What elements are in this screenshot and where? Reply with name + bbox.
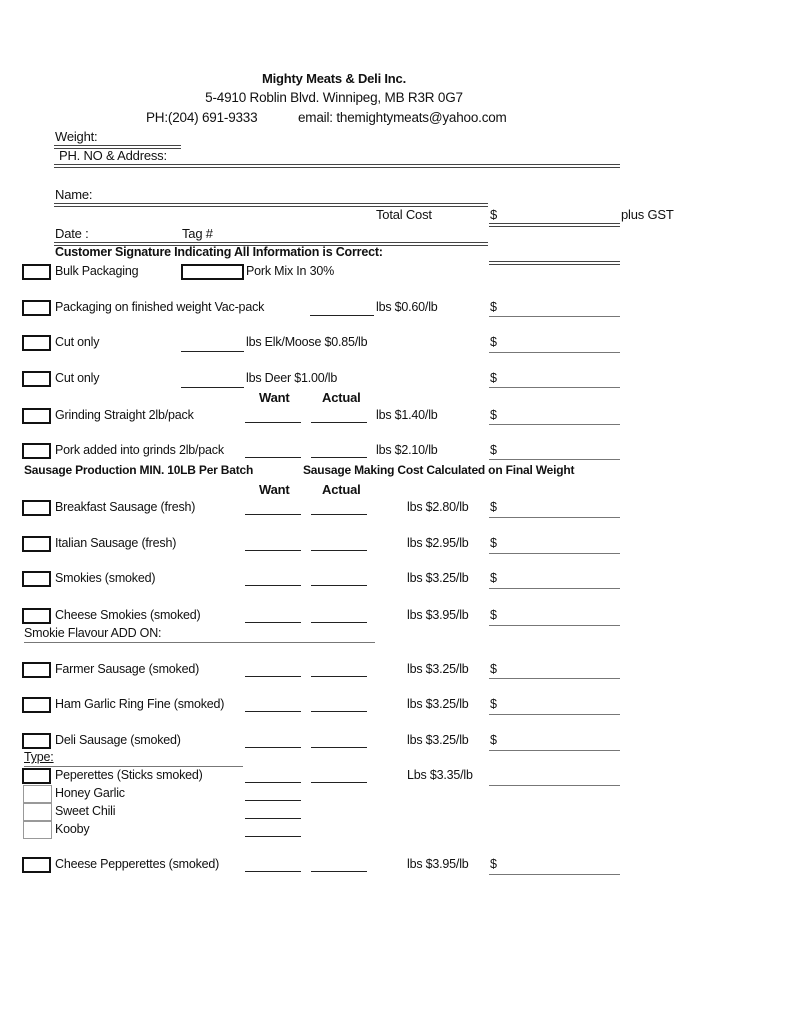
sausage-label: Italian Sausage (fresh) [55, 536, 177, 550]
service-checkbox[interactable] [22, 371, 51, 387]
currency-sign: $ [490, 733, 497, 747]
sausage-label: Ham Garlic Ring Fine (smoked) [55, 697, 225, 711]
cheese-pepperettes-checkbox[interactable] [22, 857, 51, 873]
amount-field[interactable] [489, 459, 620, 460]
company-phone: PH:(204) 691-9333 [146, 110, 258, 125]
flavour-checkbox[interactable] [23, 803, 52, 821]
currency-sign: $ [490, 662, 497, 676]
lbs-field[interactable] [181, 351, 244, 352]
sausage-checkbox[interactable] [22, 608, 51, 624]
want-field[interactable] [245, 747, 301, 748]
sausage-checkbox[interactable] [22, 662, 51, 678]
sausage-rate: lbs $2.95/lb [407, 536, 469, 550]
sausage-rate: lbs $3.25/lb [407, 571, 469, 585]
cheese-pepperettes-label: Cheese Pepperettes (smoked) [55, 857, 220, 871]
currency-sign: $ [490, 408, 497, 422]
sausage-rate: lbs $3.95/lb [407, 608, 469, 622]
date-label: Date : [55, 226, 89, 241]
want-field[interactable] [245, 782, 301, 783]
amount-field[interactable] [489, 785, 620, 786]
want-field[interactable] [245, 676, 301, 677]
amount-field[interactable] [489, 316, 620, 317]
flavour-checkbox[interactable] [23, 785, 52, 803]
sausage-label: Cheese Smokies (smoked) [55, 608, 201, 622]
company-name: Mighty Meats & Deli Inc. [261, 71, 406, 86]
grinding-rate: lbs $2.10/lb [376, 443, 438, 457]
smokie-flavour-field[interactable] [24, 642, 375, 643]
sausage-rate: lbs $3.25/lb [407, 733, 469, 747]
service-checkbox[interactable] [22, 300, 51, 316]
pork-mix-label: Pork Mix In 30% [246, 264, 335, 278]
pepperettes-label: Peperettes (Sticks smoked) [55, 768, 203, 782]
want-field[interactable] [245, 711, 301, 712]
sausage-checkbox[interactable] [22, 536, 51, 552]
cheese-pepperettes-rate: lbs $3.95/lb [407, 857, 469, 871]
amount-field[interactable] [489, 424, 620, 425]
amount-field[interactable] [489, 553, 620, 554]
service-rate: lbs Elk/Moose $0.85/lb [246, 335, 368, 349]
company-address: 5-4910 Roblin Blvd. Winnipeg, MB R3R 0G7 [205, 90, 463, 105]
currency-sign: $ [490, 371, 497, 385]
grinding-checkbox[interactable] [22, 408, 51, 424]
signature-field[interactable] [489, 261, 620, 265]
lbs-field[interactable] [181, 387, 244, 388]
phone-address-field[interactable] [54, 164, 620, 168]
company-email: email: themightymeats@yahoo.com [298, 110, 507, 125]
currency-sign: $ [490, 571, 497, 585]
want-field[interactable] [245, 550, 301, 551]
flavour-label: Kooby [55, 822, 90, 836]
want-field[interactable] [245, 622, 301, 623]
sausage-rate: lbs $3.25/lb [407, 662, 469, 676]
currency-sign: $ [490, 335, 497, 349]
grinding-label: Grinding Straight 2lb/pack [55, 408, 194, 422]
bulk-packaging-label: Bulk Packaging [55, 264, 139, 278]
sausage-checkbox[interactable] [22, 697, 51, 713]
amount-field[interactable] [489, 678, 620, 679]
currency-sign: $ [490, 500, 497, 514]
total-currency: $ [490, 207, 498, 222]
sausage-label: Deli Sausage (smoked) [55, 733, 181, 747]
pepperettes-rate: Lbs $3.35/lb [407, 768, 473, 782]
currency-sign: $ [490, 608, 497, 622]
actual-field[interactable] [311, 676, 367, 677]
actual-field[interactable] [311, 871, 367, 872]
tag-label: Tag # [182, 226, 213, 241]
flavour-checkbox[interactable] [23, 821, 52, 839]
bulk-packaging-checkbox[interactable] [22, 264, 51, 280]
service-checkbox[interactable] [22, 335, 51, 351]
amount-field[interactable] [489, 750, 620, 751]
amount-field[interactable] [489, 714, 620, 715]
grinding-checkbox[interactable] [22, 443, 51, 459]
actual-field[interactable] [311, 585, 367, 586]
currency-sign: $ [490, 857, 497, 871]
flavour-qty-field[interactable] [245, 836, 301, 837]
name-label: Name: [55, 187, 93, 202]
service-label: Packaging on finished weight Vac-pack [55, 300, 265, 314]
amount-field[interactable] [489, 588, 620, 589]
service-rate: lbs Deer $1.00/lb [246, 371, 338, 385]
sausage-label: Smokies (smoked) [55, 571, 156, 585]
actual-header: Actual [322, 390, 361, 405]
sausage-label: Breakfast Sausage (fresh) [55, 500, 196, 514]
currency-sign: $ [490, 300, 497, 314]
flavour-qty-field[interactable] [245, 818, 301, 819]
want-header: Want [259, 482, 290, 497]
phone-address-label: PH. NO & Address: [59, 148, 167, 163]
smokie-flavour-label: Smokie Flavour ADD ON: [24, 626, 162, 640]
actual-field[interactable] [311, 711, 367, 712]
currency-sign: $ [490, 443, 497, 457]
want-field[interactable] [245, 457, 301, 458]
actual-field[interactable] [311, 622, 367, 623]
lbs-field[interactable] [310, 315, 374, 316]
amount-field[interactable] [489, 387, 620, 388]
actual-header: Actual [322, 482, 361, 497]
amount-field[interactable] [489, 874, 620, 875]
sausage-checkbox[interactable] [22, 571, 51, 587]
total-cost-field[interactable] [489, 223, 620, 227]
flavour-qty-field[interactable] [245, 800, 301, 801]
want-field[interactable] [245, 585, 301, 586]
flavour-label: Sweet Chili [55, 804, 116, 818]
sausage-section-title: Sausage Production MIN. 10LB Per Batch [24, 463, 254, 477]
service-label: Cut only [55, 371, 100, 385]
pork-mix-checkbox[interactable] [181, 264, 244, 280]
sausage-checkbox[interactable] [22, 733, 51, 749]
sausage-rate: lbs $3.25/lb [407, 697, 469, 711]
sausage-cost-note: Sausage Making Cost Calculated on Final Weight [303, 463, 575, 477]
currency-sign: $ [490, 536, 497, 550]
want-field[interactable] [245, 422, 301, 423]
pepperettes-checkbox[interactable] [22, 768, 51, 784]
currency-sign: $ [490, 697, 497, 711]
flavour-label: Honey Garlic [55, 786, 125, 800]
service-rate: lbs $0.60/lb [376, 300, 438, 314]
amount-field[interactable] [489, 517, 620, 518]
actual-field[interactable] [311, 550, 367, 551]
amount-field[interactable] [489, 352, 620, 353]
weight-label: Weight: [55, 129, 98, 144]
total-cost-label: Total Cost [376, 207, 432, 222]
amount-field[interactable] [489, 625, 620, 626]
grinding-label: Pork added into grinds 2lb/pack [55, 443, 224, 457]
signature-label: Customer Signature Indicating All Information is Correct: [55, 245, 383, 259]
want-field[interactable] [245, 514, 301, 515]
want-field[interactable] [245, 871, 301, 872]
type-field[interactable] [24, 766, 243, 767]
service-label: Cut only [55, 335, 100, 349]
actual-field[interactable] [311, 782, 367, 783]
actual-field[interactable] [311, 457, 367, 458]
sausage-rate: lbs $2.80/lb [407, 500, 469, 514]
want-header: Want [259, 390, 290, 405]
actual-field[interactable] [311, 747, 367, 748]
plus-gst-label: plus GST [621, 207, 674, 222]
sausage-checkbox[interactable] [22, 500, 51, 516]
type-label: Type: [24, 750, 54, 764]
grinding-rate: lbs $1.40/lb [376, 408, 438, 422]
actual-field[interactable] [311, 514, 367, 515]
sausage-label: Farmer Sausage (smoked) [55, 662, 200, 676]
actual-field[interactable] [311, 422, 367, 423]
